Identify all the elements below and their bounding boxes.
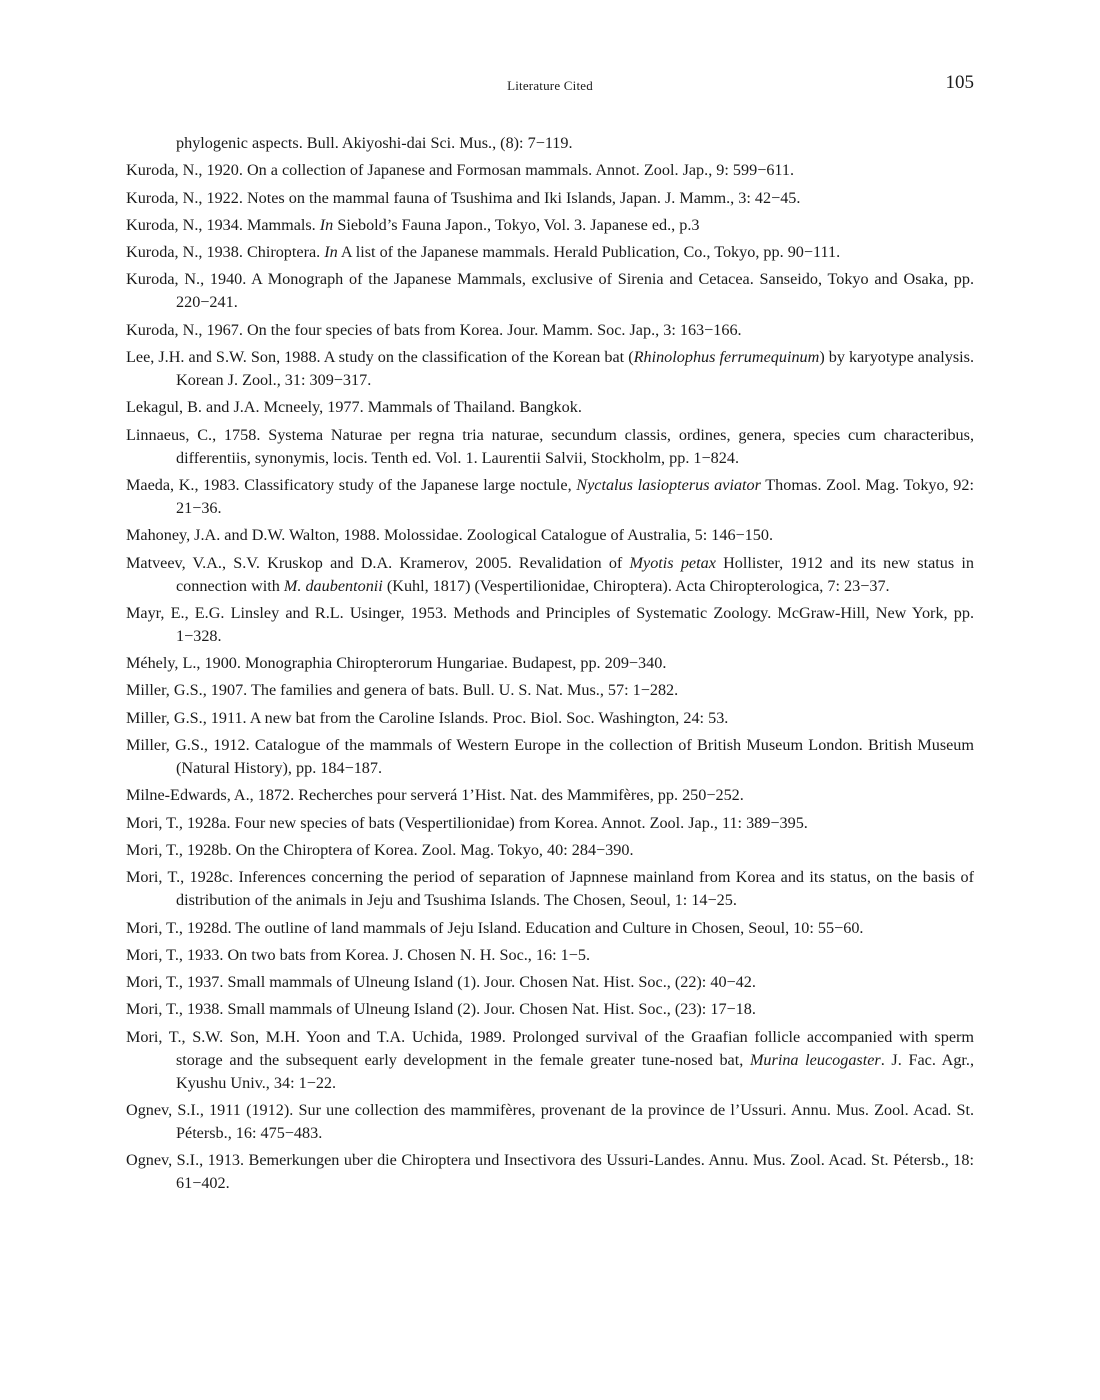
page-header: [126, 72, 974, 100]
reference-text: Matveev, V.A., S.V. Kruskop and D.A. Kramerov, 2005. Revalidation of: [126, 553, 630, 572]
reference-text: Lekagul, B. and J.A. Mcneely, 1977. Mammals of Thailand. Bangkok.: [126, 398, 582, 417]
reference-text: Kuroda, N., 1967. On the four species of bats from Korea. Jour. Mamm. Soc. Jap., 3: 163−166.: [126, 320, 742, 339]
reference-text: Ognev, S.I., 1911 (1912). Sur une collection des mammifères, provenant de la province de l’Ussuri. Annu. Mus. Zool. Acad. St. Pétersb., 16: 475−483.: [126, 1101, 974, 1143]
italic-text: In: [324, 243, 338, 262]
reference-text: Kuroda, N., 1920. On a collection of Japanese and Formosan mammals. Annot. Zool. Jap., 9: 599−611.: [126, 161, 795, 180]
reference-text: Mori, T., S.W. Son, M.H. Yoon and T.A. Uchida, 1989. Prolonged survival of the Graafian follicle accompanied with sperm storage and the subsequent early development in the female greater tune-nosed bat,: [126, 1027, 974, 1069]
reference-text: Kuroda, N., 1938. Chiroptera.: [126, 243, 325, 262]
reference-text: Kuroda, N., 1934. Mammals.: [126, 215, 320, 234]
reference-entry: [126, 652, 974, 675]
reference-entry: [126, 214, 974, 237]
reference-text: Mori, T., 1933. On two bats from Korea. J. Chosen N. H. Soc., 16: 1−5.: [126, 945, 590, 964]
reference-text: Siebold’s Fauna Japon., Tokyo, Vol. 3. Japanese ed., p.3: [333, 215, 700, 234]
reference-entry: [126, 917, 974, 940]
reference-entry: [126, 971, 974, 994]
reference-text: ) by karyotype analysis. Korean J. Zool., 31: 309−317.: [176, 348, 975, 390]
reference-text: Mori, T., 1937. Small mammals of Ulneung Island (1). Jour. Chosen Nat. Hist. Soc., (22): 40−42.: [126, 973, 756, 992]
reference-entry: [126, 319, 974, 342]
reference-text: Mayr, E., E.G. Linsley and R.L. Usinger, 1953. Methods and Principles of Systematic Zoology. McGraw-Hill, New York, pp. 1−328.: [126, 603, 974, 645]
italic-text: Myotis petax: [629, 553, 716, 572]
reference-text: Lee, J.H. and S.W. Son, 1988. A study on the classification of the Korean bat (: [126, 348, 634, 367]
reference-entry: [126, 998, 974, 1021]
reference-text: Mori, T., 1928c. Inferences concerning the period of separation of Japnnese mainland from Korea and its status, on the basis of distribution of the animals in Jeju and Tsushima Islands. The Chosen, Seoul, 1: 14−25.: [126, 868, 974, 910]
italic-text: M. daubentonii: [283, 576, 383, 595]
reference-entry: [126, 1026, 974, 1095]
reference-text: Kuroda, N., 1940. A Monograph of the Japanese Mammals, exclusive of Sirenia and Cetacea. Sanseido, Tokyo and Osaka, pp. 220−241.: [126, 270, 974, 312]
italic-text: Rhinolophus ferrumequinum: [633, 348, 820, 367]
reference-entry: [126, 241, 974, 264]
reference-entry: [126, 424, 974, 470]
reference-entry: [126, 734, 974, 780]
reference-text: phylogenic aspects. Bull. Akiyoshi-dai Sci. Mus., (8): 7−119.: [176, 134, 573, 152]
reference-text: Mori, T., 1928b. On the Chiroptera of Korea. Zool. Mag. Tokyo, 40: 284−390.: [126, 840, 634, 859]
reference-entry: [126, 396, 974, 419]
reference-entry: [126, 159, 974, 182]
reference-text: Mori, T., 1938. Small mammals of Ulneung Island (2). Jour. Chosen Nat. Hist. Soc., (23): 17−18.: [126, 1000, 756, 1019]
reference-text: Méhely, L., 1900. Monographia Chiropterorum Hungariae. Budapest, pp. 209−340.: [126, 654, 667, 673]
reference-entry: [126, 187, 974, 210]
reference-text: Linnaeus, C., 1758. Systema Naturae per regna tria naturae, secundum classis, ordines, genera, species cum characteribus, differentiis, synonymis, locis. Tenth ed. Vol. 1. Laurentii Salvii, Stockholm, pp. 1−824.: [126, 425, 974, 467]
running-head: Literature Cited: [507, 78, 593, 93]
reference-entry: [126, 1099, 974, 1145]
reference-text: Kuroda, N., 1922. Notes on the mammal fauna of Tsushima and Iki Islands, Japan. J. Mamm., 3: 42−45.: [126, 188, 801, 207]
reference-continuation: [126, 132, 974, 155]
reference-entry: [126, 866, 974, 912]
reference-text: Mori, T., 1928a. Four new species of bats (Vespertilionidae) from Korea. Annot. Zool. Jap., 11: 389−395.: [126, 813, 808, 832]
reference-entry: [126, 812, 974, 835]
reference-entry: [126, 552, 974, 598]
page-number: 105: [945, 72, 974, 93]
reference-text: Mahoney, J.A. and D.W. Walton, 1988. Molossidae. Zoological Catalogue of Australia, 5: 146−150.: [126, 526, 773, 545]
reference-text: Miller, G.S., 1907. The families and genera of bats. Bull. U. S. Nat. Mus., 57: 1−282.: [126, 681, 679, 700]
reference-text: Miller, G.S., 1911. A new bat from the Caroline Islands. Proc. Biol. Soc. Washington, 24: 53.: [126, 708, 729, 727]
reference-entry: [126, 524, 974, 547]
reference-entry: [126, 268, 974, 314]
reference-text: Ognev, S.I., 1913. Bemerkungen uber die Chiroptera und Insectivora des Ussuri-Landes. Annu. Mus. Zool. Acad. St. Pétersb., 18: 61−402.: [126, 1151, 974, 1193]
reference-text: A list of the Japanese mammals. Herald Publication, Co., Tokyo, pp. 90−111.: [337, 243, 841, 262]
reference-entry: [126, 1149, 974, 1195]
reference-text: (Kuhl, 1817) (Vespertilionidae, Chiroptera). Acta Chiropterologica, 7: 23−37.: [382, 576, 890, 595]
reference-entry: [126, 944, 974, 967]
italic-text: Murina leucogaster: [749, 1050, 881, 1069]
reference-text: Milne-Edwards, A., 1872. Recherches pour serverá 1’Hist. Nat. des Mammifères, pp. 250−252.: [126, 786, 744, 805]
reference-text: Thomas. Zool. Mag. Tokyo, 92: 21−36.: [176, 475, 974, 517]
reference-entry: [126, 679, 974, 702]
reference-text: Miller, G.S., 1912. Catalogue of the mammals of Western Europe in the collection of British Museum London. British Museum (Natural History), pp. 184−187.: [126, 736, 974, 778]
reference-text: . J. Fac. Agr., Kyushu Univ., 34: 1−22.: [176, 1050, 975, 1092]
reference-entry: [126, 602, 974, 648]
reference-text: Hollister, 1912 and its new status in connection with: [176, 553, 974, 595]
italic-text: In: [319, 215, 334, 234]
reference-entry: [126, 839, 974, 862]
reference-entry: [126, 474, 974, 520]
reference-list: [126, 132, 974, 1200]
reference-entry: [126, 346, 974, 392]
italic-text: Nyctalus lasiopterus aviator: [576, 475, 761, 494]
reference-entry: [126, 707, 974, 730]
reference-text: Mori, T., 1928d. The outline of land mammals of Jeju Island. Education and Culture in Chosen, Seoul, 10: 55−60.: [126, 918, 864, 937]
reference-entry: [126, 784, 974, 807]
reference-text: Maeda, K., 1983. Classificatory study of the Japanese large noctule,: [126, 475, 577, 494]
